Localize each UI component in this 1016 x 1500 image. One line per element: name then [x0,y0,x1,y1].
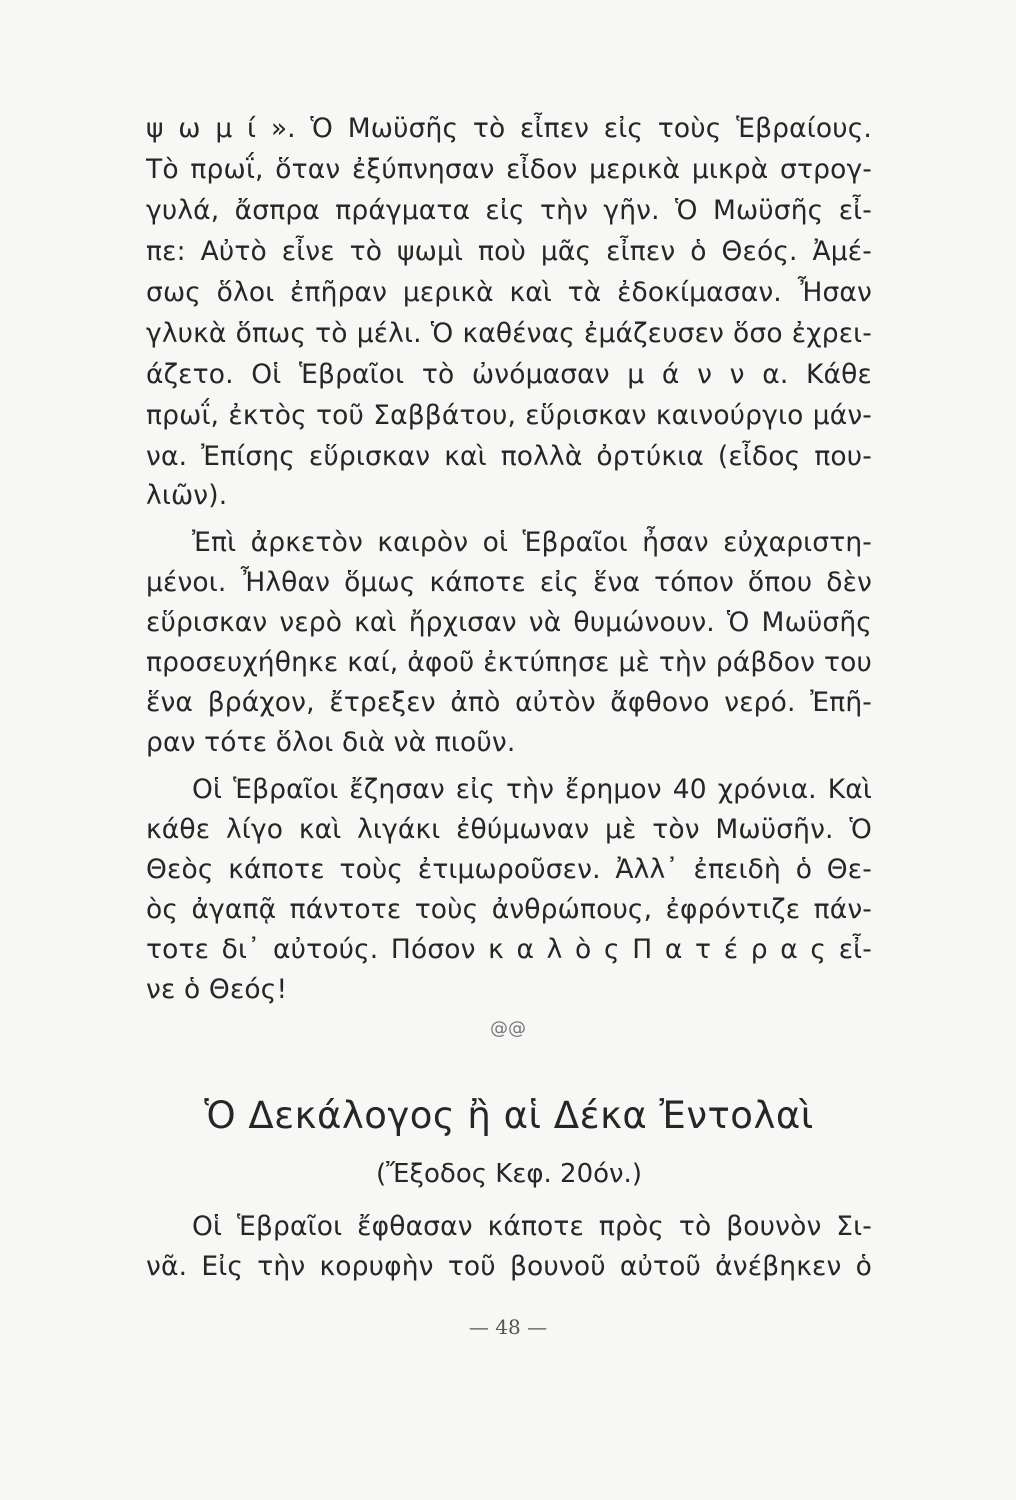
text-line: εὕρισκαν νερὸ καὶ ἤρχισαν νὰ θυμώνουν. Ὁ Μωϋσῆς [146,607,872,638]
text-line: γυλά, ἄσπρα πράγματα εἰς τὴν γῆν. Ὁ Μωϋσῆς εἶ- [146,195,872,226]
section-ornament: @@ [490,1018,526,1039]
text-line: νε ὁ Θεός! [146,974,288,1005]
text-line: Οἱ Ἑβραῖοι ἔφθασαν κάποτε πρὸς τὸ βουνὸν Σι- [192,1211,872,1242]
text-line: άζετο. Οἱ Ἑβραῖοι τὸ ὠνόμασαν μ ά ν ν α. Κάθε [146,359,872,390]
text-line: ὸς ἀγαπᾷ πάντοτε τοὺς ἀνθρώπους, ἐφρόντιζε πάν- [146,894,872,925]
text-line: ψ ω μ ί ». Ὁ Μωϋσῆς τὸ εἶπεν εἰς τοὺς Ἑβραίους. [146,113,872,144]
section-title: Ὁ Δεκάλογος ἢ αἱ Δέκα Ἐντολαὶ [204,1094,814,1137]
text-line: μένοι. Ἦλθαν ὅμως κάποτε εἰς ἕνα τόπον ὅπου δὲν [146,567,872,598]
text-line: πε: Αὐτὸ εἶνε τὸ ψωμὶ ποὺ μᾶς εἶπεν ὁ Θεός. Ἀμέ- [146,236,872,267]
text-line: Τὸ πρωΐ, ὅταν ἐξύπνησαν εἶδον μερικὰ μικρὰ στρογ- [146,154,872,185]
text-line: ἕνα βράχον, ἔτρεξεν ἀπὸ αὐτὸν ἄφθονο νερό. Ἐπῆ- [146,687,872,718]
text-line: να. Ἐπίσης εὕρισκαν καὶ πολλὰ ὀρτύκια (εἶδος που- [146,441,872,472]
section-subtitle: (Ἔξοδος Κεφ. 20όν.) [376,1159,642,1189]
text-line: τοτε δι᾽ αὐτούς. Πόσον κ α λ ὸ ς Π α τ έ ρ α ς εἶ- [146,934,872,965]
page-number: — 48 — [468,1315,548,1339]
text-line: Ἐπὶ ἀρκετὸν καιρὸν οἱ Ἑβραῖοι ἦσαν εὐχαριστη- [192,527,872,558]
text-line: ραν τότε ὅλοι διὰ νὰ πιοῦν. [146,727,516,758]
text-line: σως ὅλοι ἐπῆραν μερικὰ καὶ τὰ ἐδοκίμασαν. Ἦσαν [146,277,872,308]
text-line: κάθε λίγο καὶ λιγάκι ἐθύμωναν μὲ τὸν Μωϋσῆν. Ὁ [146,814,872,845]
text-line: προσευχήθηκε καί, ἀφοῦ ἐκτύπησε μὲ τὴν ράβδον του [146,647,872,678]
text-line: γλυκὰ ὅπως τὸ μέλι. Ὁ καθένας ἐμάζευσεν ὅσο ἐχρει- [146,318,872,349]
text-line: νᾶ. Εἰς τὴν κορυφὴν τοῦ βουνοῦ αὐτοῦ ἀνέβηκεν ὁ [146,1251,872,1282]
text-line: Οἱ Ἑβραῖοι ἔζησαν εἰς τὴν ἔρημον 40 χρόνια. Καὶ [192,774,872,805]
text-line: Θεὸς κάποτε τοὺς ἐτιμωροῦσεν. Ἀλλ᾽ ἐπειδὴ ὁ Θε- [146,854,872,885]
text-line: λιῶν). [146,480,228,511]
text-line: πρωΐ, ἐκτὸς τοῦ Σαββάτου, εὕρισκαν καινούργιο μάν- [146,400,872,431]
